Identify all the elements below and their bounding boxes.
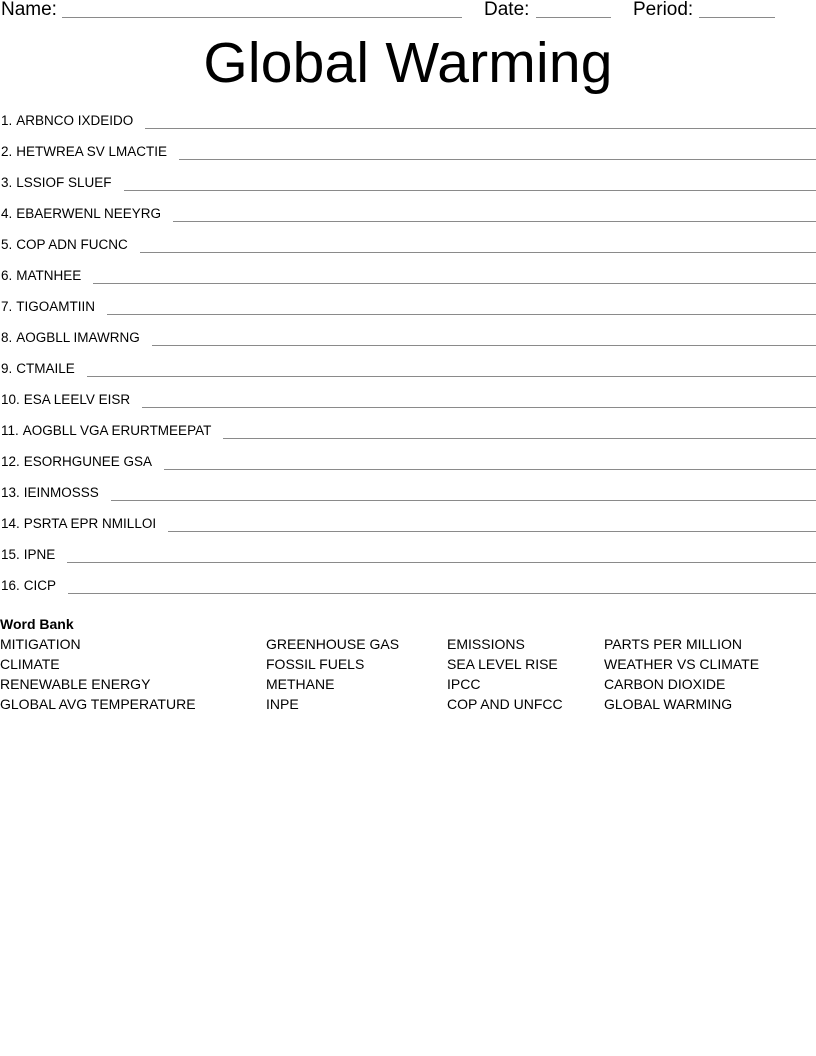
question-prompt	[0, 576, 56, 596]
question-prompt	[0, 514, 156, 534]
word-bank-item: EMISSIONS	[447, 636, 525, 652]
question-prompt	[0, 204, 161, 224]
answer-line[interactable]	[140, 252, 816, 253]
question-row	[0, 514, 816, 545]
question-row	[0, 142, 816, 173]
word-bank-item: PARTS PER MILLION	[604, 636, 742, 652]
name-label: Name:	[1, 0, 57, 20]
word-bank-item: RENEWABLE ENERGY	[0, 676, 151, 692]
question-row	[0, 204, 816, 235]
answer-line[interactable]	[68, 593, 816, 594]
page-title: Global Warming	[203, 31, 613, 95]
question-prompt	[0, 545, 55, 565]
answer-line[interactable]	[168, 531, 816, 532]
word-bank-item: WEATHER VS CLIMATE	[604, 656, 760, 672]
answer-line[interactable]	[67, 562, 816, 563]
scrambled-word: TIGOAMTIIN	[16, 299, 96, 314]
word-bank-item: CARBON DIOXIDE	[604, 676, 726, 692]
word-bank-item: GREENHOUSE GAS	[266, 636, 400, 652]
word-bank-item: FOSSIL FUELS	[266, 656, 365, 672]
question-prompt	[0, 173, 112, 193]
question-row	[0, 545, 816, 576]
question-row	[0, 297, 816, 328]
scrambled-word: MATNHEE	[16, 268, 82, 283]
scrambled-word: IPNE	[23, 547, 56, 562]
word-bank-item: SEA LEVEL RISE	[447, 656, 558, 672]
scrambled-word: ARBNCO IXDEIDO	[16, 113, 134, 128]
word-bank-item: CLIMATE	[0, 656, 60, 672]
question-list	[0, 111, 816, 607]
answer-line[interactable]	[107, 314, 816, 315]
question-number: 4.	[1, 206, 13, 221]
word-bank-item: COP AND UNFCC	[447, 696, 563, 712]
scrambled-word: HETWREA SV LMACTIE	[16, 144, 168, 159]
question-row	[0, 235, 816, 266]
scrambled-word: ESA LEELV EISR	[23, 392, 131, 407]
question-row	[0, 173, 816, 204]
scrambled-word: CICP	[23, 578, 57, 593]
answer-line[interactable]	[93, 283, 816, 284]
word-bank-item: IPCC	[447, 676, 481, 692]
question-number: 15.	[1, 547, 20, 562]
question-number: 5.	[1, 237, 13, 252]
scrambled-word: EBAERWENL NEEYRG	[16, 206, 162, 221]
question-number: 8.	[1, 330, 13, 345]
question-row	[0, 328, 816, 359]
answer-line[interactable]	[111, 500, 816, 501]
question-number: 9.	[1, 361, 13, 376]
period-label: Period:	[633, 0, 694, 20]
word-bank-item: GLOBAL WARMING	[604, 696, 733, 712]
word-bank-column	[0, 634, 196, 714]
answer-line[interactable]	[142, 407, 816, 408]
word-bank-item: INPE	[266, 696, 299, 712]
scrambled-word: COP ADN FUCNC	[16, 237, 128, 252]
question-row	[0, 266, 816, 297]
question-prompt	[0, 452, 152, 472]
answer-line[interactable]	[179, 159, 816, 160]
answer-line[interactable]	[164, 469, 816, 470]
question-row	[0, 452, 816, 483]
question-number: 14.	[1, 516, 20, 531]
date-label: Date:	[484, 0, 530, 20]
question-number: 11.	[1, 423, 19, 438]
answer-line[interactable]	[87, 376, 816, 377]
question-row	[0, 359, 816, 390]
answer-line[interactable]	[124, 190, 816, 191]
date-field[interactable]	[536, 17, 611, 18]
question-number: 10.	[1, 392, 20, 407]
question-row	[0, 483, 816, 514]
scrambled-word: CTMAILE	[16, 361, 75, 376]
question-prompt	[0, 142, 167, 162]
question-prompt	[0, 421, 211, 441]
word-bank-title: Word Bank	[0, 616, 74, 632]
question-number: 13.	[1, 485, 20, 500]
question-prompt	[0, 390, 130, 410]
question-prompt	[0, 483, 99, 503]
question-row	[0, 390, 816, 421]
answer-line[interactable]	[152, 345, 816, 346]
question-number: 7.	[1, 299, 13, 314]
name-field[interactable]	[62, 17, 462, 18]
question-prompt	[0, 111, 133, 131]
question-prompt	[0, 235, 128, 255]
word-bank-item: MITIGATION	[0, 636, 81, 652]
worksheet-header	[0, 0, 816, 22]
scrambled-word: AOGBLL IMAWRNG	[16, 330, 140, 345]
question-number: 16.	[1, 578, 20, 593]
scrambled-word: AOGBLL VGA ERURTMEEPAT	[22, 423, 212, 438]
question-row	[0, 421, 816, 452]
question-number: 3.	[1, 175, 13, 190]
word-bank-item: METHANE	[266, 676, 335, 692]
question-prompt	[0, 266, 81, 286]
answer-line[interactable]	[173, 221, 816, 222]
question-row	[0, 576, 816, 607]
answer-line[interactable]	[145, 128, 816, 129]
scrambled-word: PSRTA EPR NMILLOI	[23, 516, 157, 531]
scrambled-word: ESORHGUNEE GSA	[23, 454, 153, 469]
question-row	[0, 111, 816, 142]
word-bank-item: GLOBAL AVG TEMPERATURE	[0, 696, 196, 712]
question-number: 12.	[1, 454, 20, 469]
question-prompt	[0, 328, 140, 348]
period-field[interactable]	[699, 17, 775, 18]
word-bank-column	[604, 634, 759, 714]
question-prompt	[0, 297, 95, 317]
question-number: 1.	[1, 113, 13, 128]
question-number: 6.	[1, 268, 13, 283]
question-number: 2.	[1, 144, 13, 159]
scrambled-word: LSSIOF SLUEF	[16, 175, 112, 190]
question-prompt	[0, 359, 75, 379]
scrambled-word: IEINMOSSS	[23, 485, 99, 500]
word-bank-column	[447, 634, 563, 714]
answer-line[interactable]	[223, 438, 816, 439]
word-bank-column	[266, 634, 399, 714]
